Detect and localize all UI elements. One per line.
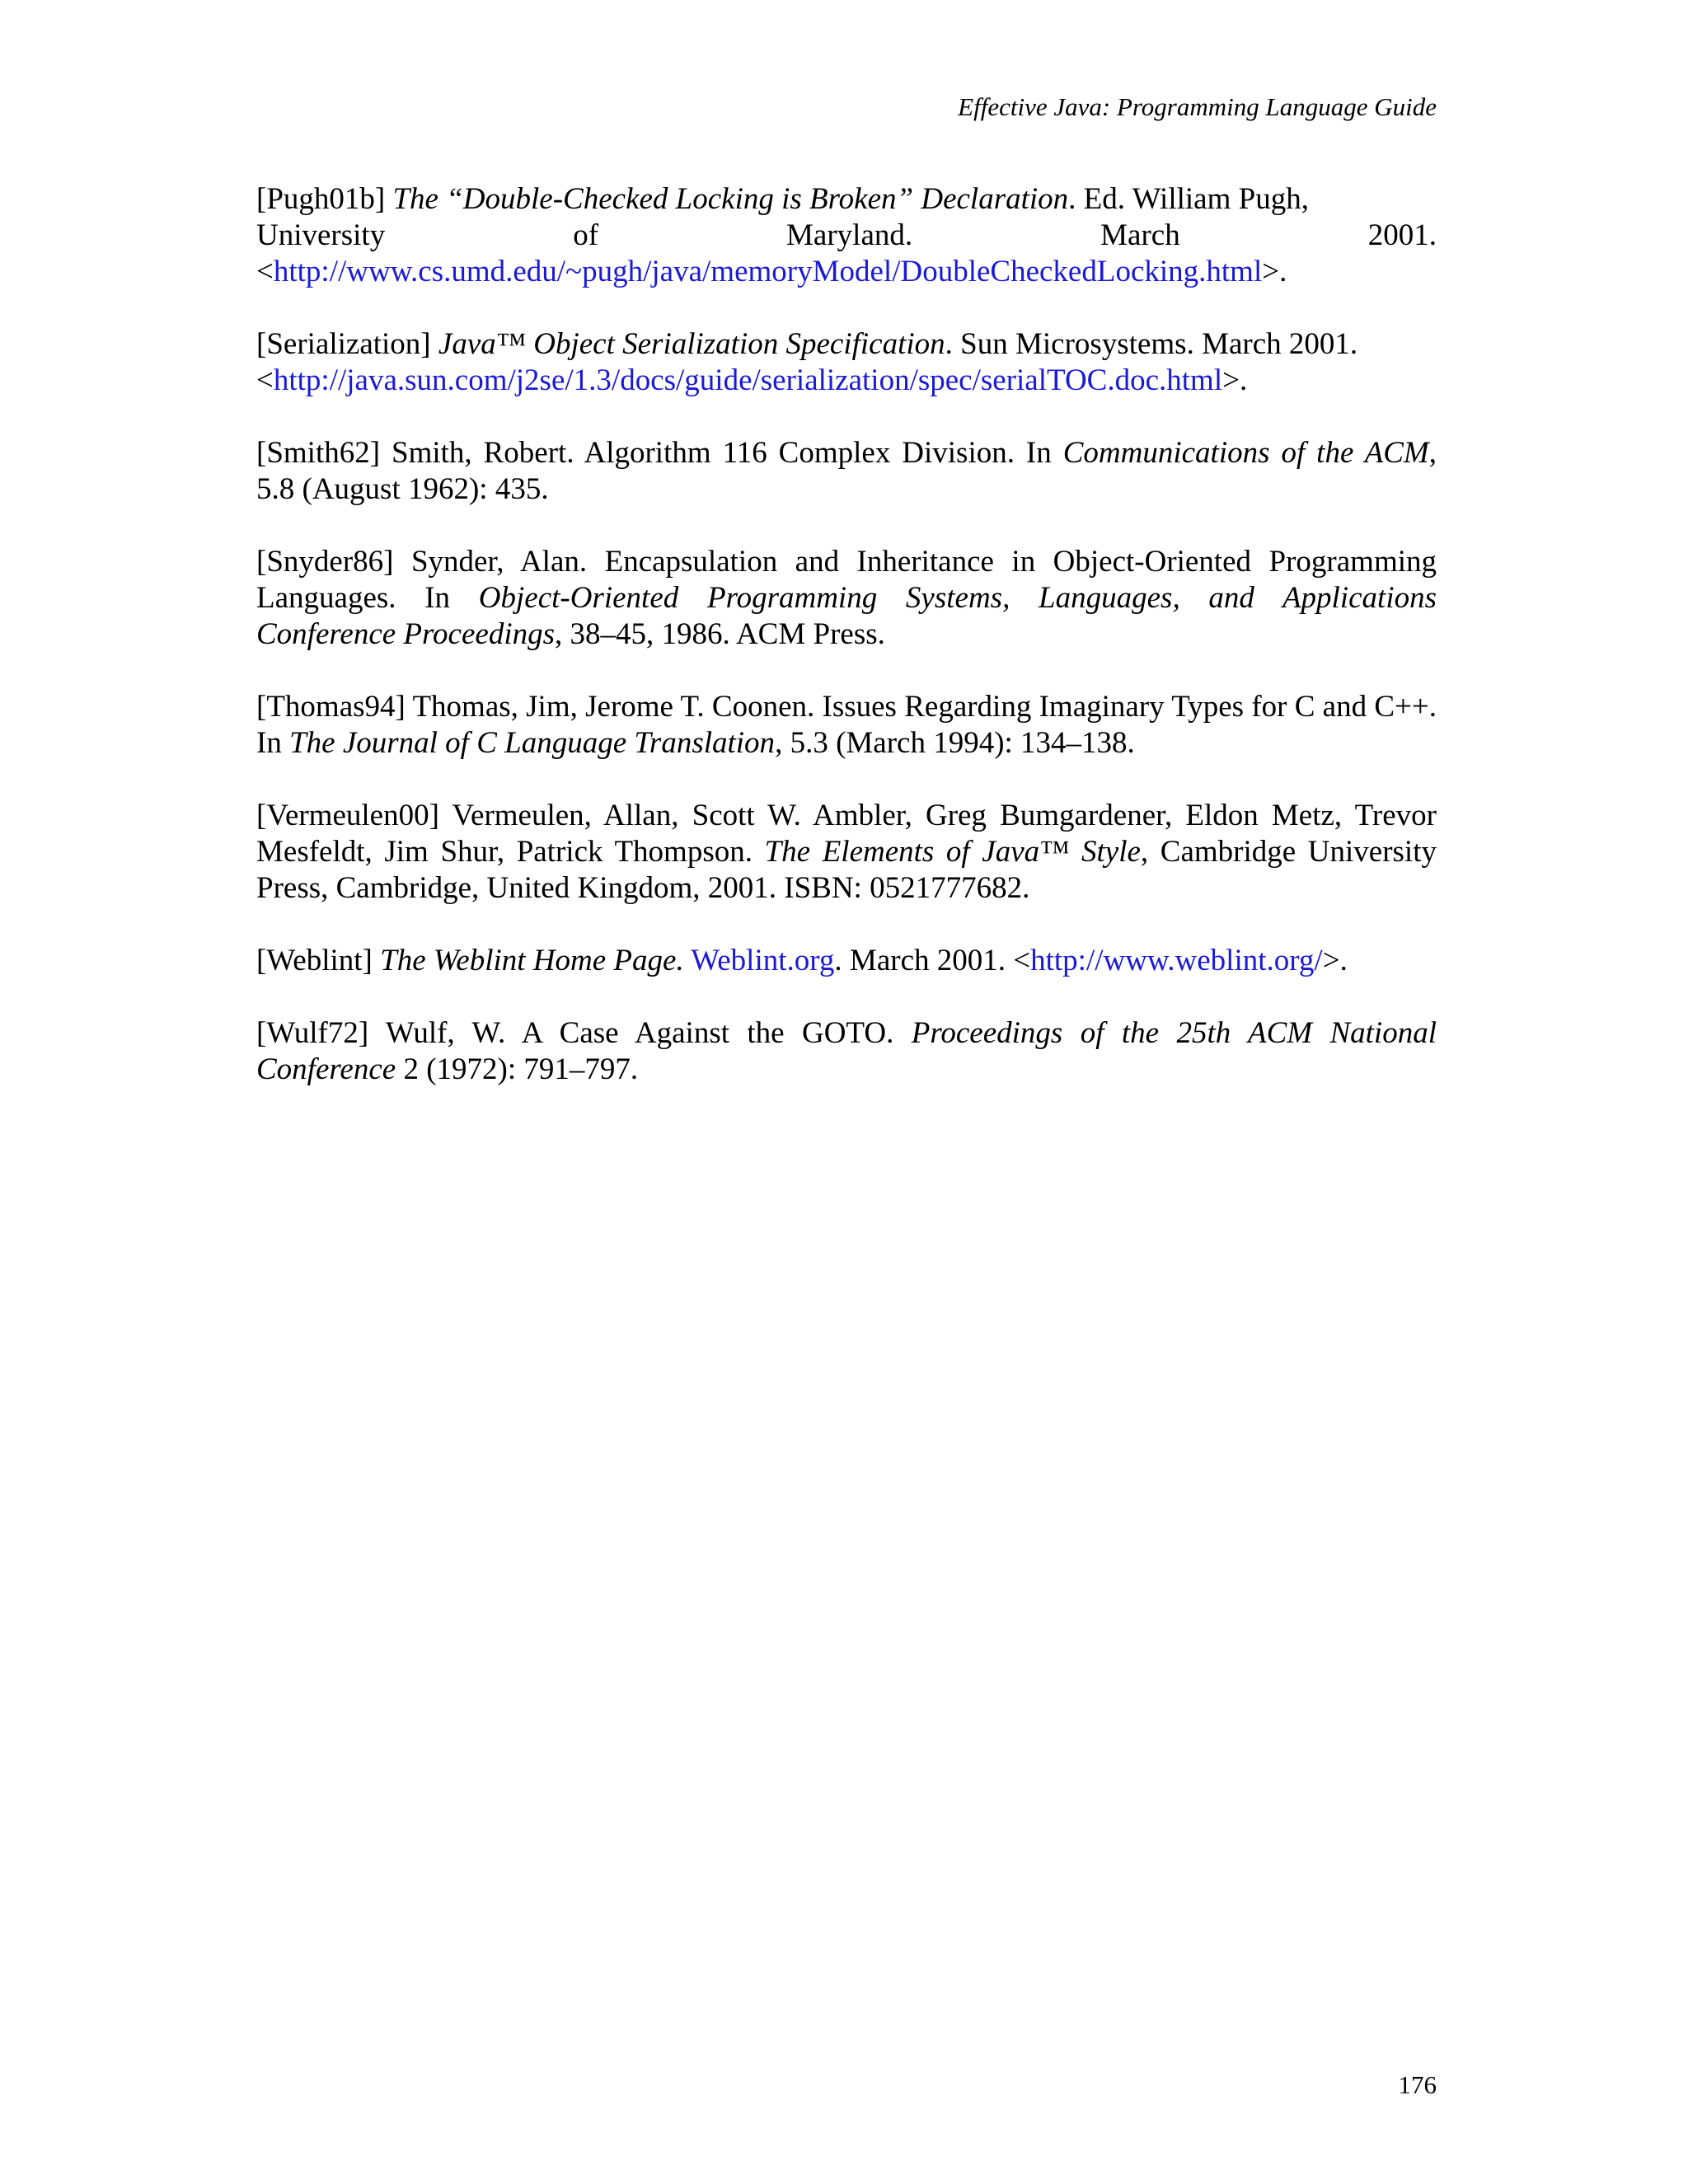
reference-title: The Journal of C Language Translation [289,726,776,760]
reference-key: [Wulf72] [256,1016,369,1050]
reference-title: Java™ Object Serialization Specification [438,327,945,361]
reference-vermeulen00 [256,798,1437,907]
reference-word: of [573,218,599,252]
reference-thomas94 [256,689,1437,762]
angle-open: < [256,255,274,288]
reference-word: March [1100,218,1180,252]
reference-title: Communications of the ACM [1062,436,1429,470]
reference-serialization [256,326,1437,399]
reference-key: [Smith62] [256,436,381,470]
page-number: 176 [1398,2070,1437,2099]
reference-details: . March 2001. [834,944,1014,977]
angle-open: < [256,363,274,397]
angle-close: >. [1262,255,1287,288]
running-header: Effective Java: Programming Language Guide [958,92,1437,121]
reference-line [256,218,1437,254]
reference-key: [Thomas94] [256,690,406,724]
reference-key: [Serialization] [256,327,431,361]
reference-list [256,181,1437,1124]
reference-text: Smith, Robert. Algorithm 116 Complex Division. In [392,436,1052,470]
reference-title: The Weblint Home Page. [380,944,684,977]
reference-site-link[interactable]: Weblint.org [691,944,835,977]
reference-url-link[interactable]: http://www.cs.umd.edu/~pugh/java/memoryModel/DoubleCheckedLocking.html [273,255,1263,288]
reference-pugh01b [256,181,1437,290]
reference-details: , Cambridge University Press, Cambridge, United Kingdom, 2001. ISBN: 0521777682. [256,835,1437,905]
reference-line [256,326,1437,363]
reference-key: [Snyder86] [256,545,394,579]
reference-wulf72 [256,1015,1437,1088]
reference-key: [Weblint] [256,944,373,977]
reference-title: Object-Oriented Programming Systems, Languages, and Applications Conference Proceedings [256,581,1437,651]
reference-title: The “Double-Checked Locking is Broken” Declaration [392,182,1069,216]
reference-text: Synder, Alan. Encapsulation and Inheritance in Object-Oriented Programming Languages. In [256,545,1437,615]
reference-url-link[interactable]: http://java.sun.com/j2se/1.3/docs/guide/serialization/spec/serialTOC.doc.html [273,363,1223,397]
reference-text: Thomas, Jim, Jerome T. Coonen. Issues Regarding Imaginary Types for C and C++. In [256,690,1437,760]
angle-close: >. [1222,363,1248,397]
reference-title: Proceedings of the 25th ACM National Conference [256,1016,1437,1086]
reference-weblint [256,943,1437,979]
reference-details: , 5.8 (August 1962): 435. [256,436,1437,506]
reference-word: 2001. [1367,218,1437,252]
reference-word: Maryland. [786,218,913,252]
angle-close: >. [1322,944,1348,977]
reference-title: The Elements of Java™ Style [764,835,1141,869]
reference-key: [Vermeulen00] [256,799,439,832]
reference-snyder86 [256,544,1437,653]
reference-details: . Sun Microsystems. March 2001. [945,327,1358,361]
reference-details: 2 (1972): 791–797. [396,1052,639,1086]
reference-word: University [256,218,386,252]
reference-details: . Ed. William Pugh, [1068,182,1309,216]
reference-text: Wulf, W. A Case Against the GOTO. [385,1016,894,1050]
reference-url-link[interactable]: http://www.weblint.org/ [1030,944,1323,977]
reference-smith62 [256,435,1437,508]
reference-details: , 5.3 (March 1994): 134–138. [775,726,1135,760]
reference-text: Vermeulen, Allan, Scott W. Ambler, Greg Bumgardener, Eldon Metz, Trevor Mesfeldt, Jim Shur, Patrick Thompson. [256,799,1437,869]
reference-key: [Pugh01b] [256,182,386,216]
angle-open: < [1013,944,1031,977]
reference-details: , 38–45, 1986. ACM Press. [555,617,885,651]
